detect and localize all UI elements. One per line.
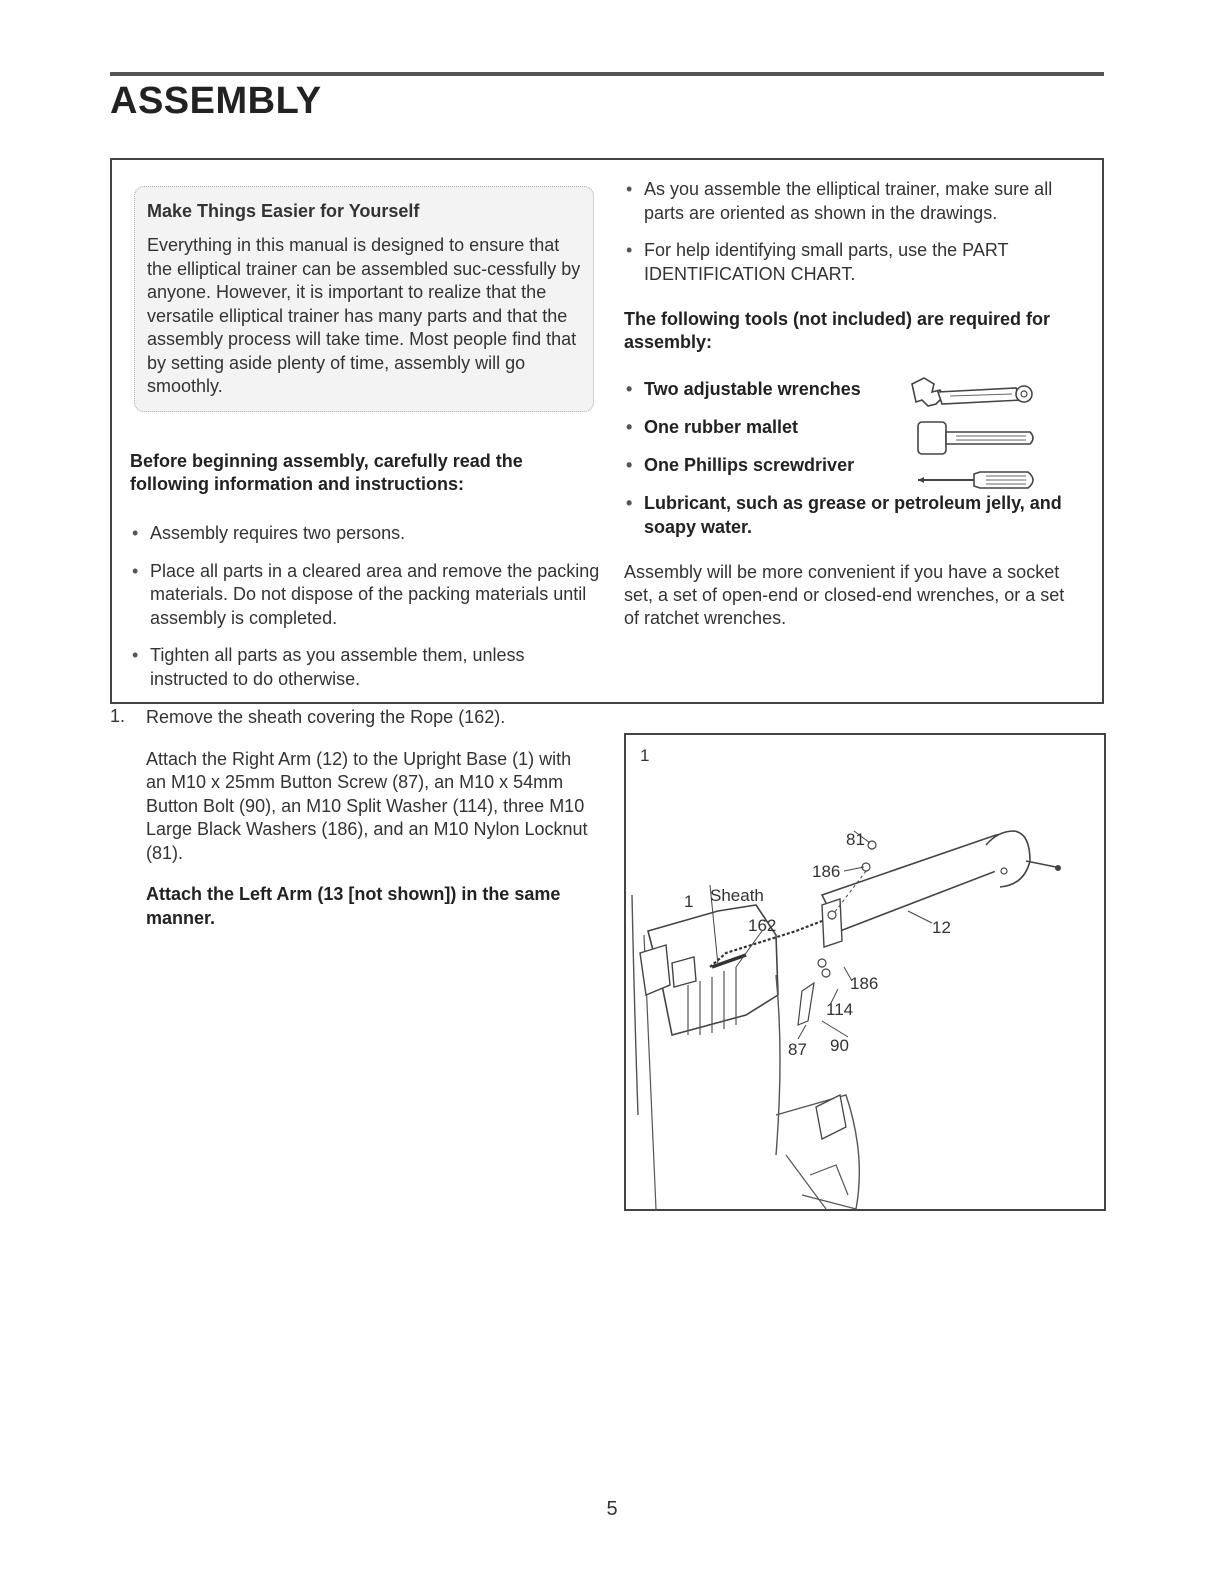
screwdriver-icon (916, 468, 1040, 492)
callout-12: 12 (932, 918, 951, 937)
list-item: • Place all parts in a cleared area and remove the packing materials. Do not dispose of the packing materials until assembly is completed. (130, 560, 600, 631)
figure-step-number: 1 (640, 746, 650, 765)
step-note: Attach the Left Arm (13 [not shown]) in the same manner. (146, 884, 561, 928)
callout-162: 162 (748, 916, 777, 935)
callout-1: 1 (684, 892, 694, 911)
callout-186-upper: 186 (812, 862, 841, 881)
tool-label: One rubber mallet (644, 417, 799, 437)
tool-label: Two adjustable wrenches (644, 379, 861, 399)
page-title: ASSEMBLY (110, 80, 322, 122)
tools-note: Assembly will be more convenient if you have a socket set, a set of open-end or closed-end wrenches, or a set of ratchet wrenches. (624, 562, 1065, 628)
wrench-icon (908, 376, 1036, 416)
info-left-column (130, 450, 600, 691)
callout-87: 87 (788, 1040, 807, 1059)
step-text: Remove the sheath covering the Rope (162). (146, 707, 506, 727)
list-item: • Tighten all parts as you assemble them, unless instructed to do otherwise. (130, 644, 600, 691)
orientation-list (624, 178, 1084, 286)
callout-81: 81 (846, 830, 865, 849)
tip-box (134, 186, 594, 412)
step-number: 1. (110, 706, 126, 726)
callout-90: 90 (830, 1036, 849, 1055)
list-item-lubricant: • Lubricant, such as grease or petroleum jelly, and soapy water. (624, 492, 1084, 539)
step-1 (110, 706, 590, 930)
diagram-drawing (626, 735, 1104, 1209)
step-text: Attach the Right Arm (12) to the Upright Base (1) with an M10 x 25mm Button Screw (87), an M10 x 54mm Button Bolt (90), an M10 Split Washer (114), three M10 Large Black Washers (186), and an M10 Nylon Locknut (81). (146, 748, 588, 863)
list-item: • For help identifying small parts, use the PART IDENTIFICATION CHART. (624, 239, 1084, 286)
assembly-diagram (624, 733, 1106, 1211)
callout-186-lower: 186 (850, 974, 879, 993)
tip-heading: Make Things Easier for Yourself (147, 201, 420, 221)
tool-label: One Phillips screwdriver (644, 455, 855, 475)
header-rule (110, 72, 1104, 76)
mallet-icon (916, 420, 1038, 456)
callout-114: 114 (826, 1000, 854, 1019)
instructions-list (130, 522, 600, 691)
list-item: • As you assemble the elliptical trainer, make sure all parts are oriented as shown in the drawings. (624, 178, 1084, 225)
list-item: • Assembly requires two persons. (130, 522, 600, 546)
tools-heading: The following tools (not included) are required for assembly: (624, 309, 1050, 352)
callout-sheath: Sheath (710, 886, 764, 905)
tip-text: Everything in this manual is designed to ensure that the elliptical trainer can be assembled suc-cessfully by anyone. However, it is important to realize that the versatile elliptical trainer has many parts and that the assembly process will take time. Most people find that by setting aside plenty of time, assembly will go smoothly. (147, 235, 581, 396)
instructions-heading: Before beginning assembly, carefully read the following information and instructions: (130, 451, 523, 494)
page-number: 5 (606, 1498, 618, 1520)
